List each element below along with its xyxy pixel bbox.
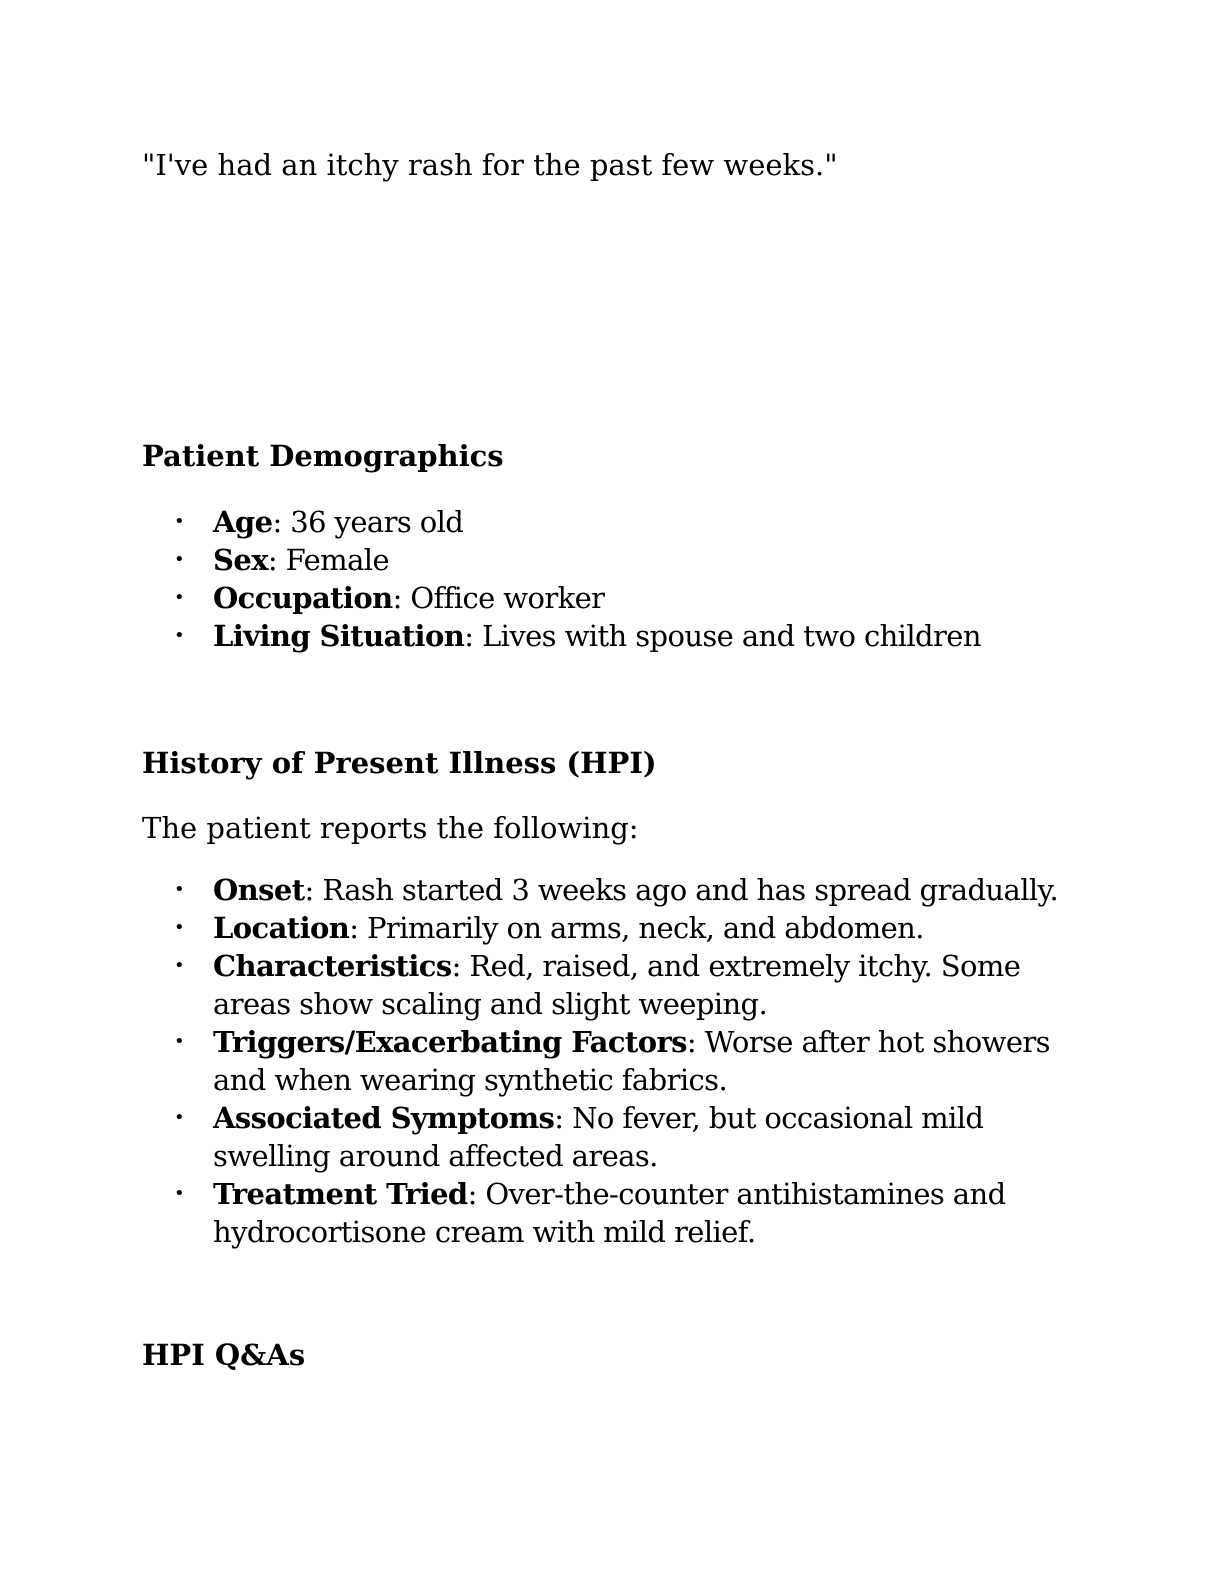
item-value: : Lives with spouse and two children	[464, 619, 981, 653]
item-label: Onset	[213, 873, 305, 907]
bullet-icon: •	[174, 917, 185, 938]
item-value: : Over-the-counter antihistamines and hydrocortisone cream with mild relief.	[213, 1177, 1006, 1249]
bullet-icon: •	[174, 625, 185, 646]
item-label: Treatment Tried	[213, 1177, 468, 1211]
list-item	[0, 541, 1093, 579]
hpi-qa-heading: HPI Q&As	[142, 1338, 306, 1372]
list-item	[0, 1023, 1093, 1099]
list-item	[0, 503, 1093, 541]
hpi-heading: History of Present Illness (HPI)	[142, 746, 657, 780]
hpi-intro: The patient reports the following:	[142, 811, 639, 845]
list-item	[0, 1099, 1093, 1175]
bullet-icon: •	[174, 1107, 185, 1128]
list-item	[0, 1175, 1093, 1251]
item-value: : 36 years old	[272, 505, 464, 539]
item-label: Characteristics	[213, 949, 452, 983]
item-value: : Office worker	[392, 581, 605, 615]
item-value: : Red, raised, and extremely itchy. Some areas show scaling and slight weeping.	[213, 949, 1021, 1021]
list-item	[0, 909, 1093, 947]
item-label: Occupation	[213, 581, 393, 615]
bullet-icon: •	[174, 1031, 185, 1052]
list-item	[0, 579, 1093, 617]
bullet-icon: •	[174, 879, 185, 900]
item-value: : Rash started 3 weeks ago and has spread gradually.	[304, 873, 1059, 907]
item-label: Sex	[213, 543, 268, 577]
item-value: : Worse after hot showers and when wearing synthetic fabrics.	[213, 1025, 1050, 1097]
demographics-list	[0, 503, 1224, 655]
list-item	[0, 947, 1093, 1023]
bullet-icon: •	[174, 1183, 185, 1204]
list-item	[0, 871, 1093, 909]
item-label: Triggers/Exacerbating Factors	[213, 1025, 687, 1059]
list-item	[0, 617, 1093, 655]
item-value: : Primarily on arms, neck, and abdomen.	[349, 911, 924, 945]
item-value: : Female	[267, 543, 390, 577]
item-label: Age	[213, 505, 273, 539]
bullet-icon: •	[174, 955, 185, 976]
item-label: Associated Symptoms	[213, 1101, 555, 1135]
chief-complaint-quote: "I've had an itchy rash for the past few weeks."	[142, 148, 838, 182]
bullet-icon: •	[174, 549, 185, 570]
bullet-icon: •	[174, 511, 185, 532]
hpi-list	[0, 871, 1224, 1251]
item-label: Location	[213, 911, 350, 945]
demographics-heading: Patient Demographics	[142, 439, 504, 473]
bullet-icon: •	[174, 587, 185, 608]
item-value: : No fever, but occasional mild swelling around affected areas.	[213, 1101, 984, 1173]
item-label: Living Situation	[213, 619, 465, 653]
